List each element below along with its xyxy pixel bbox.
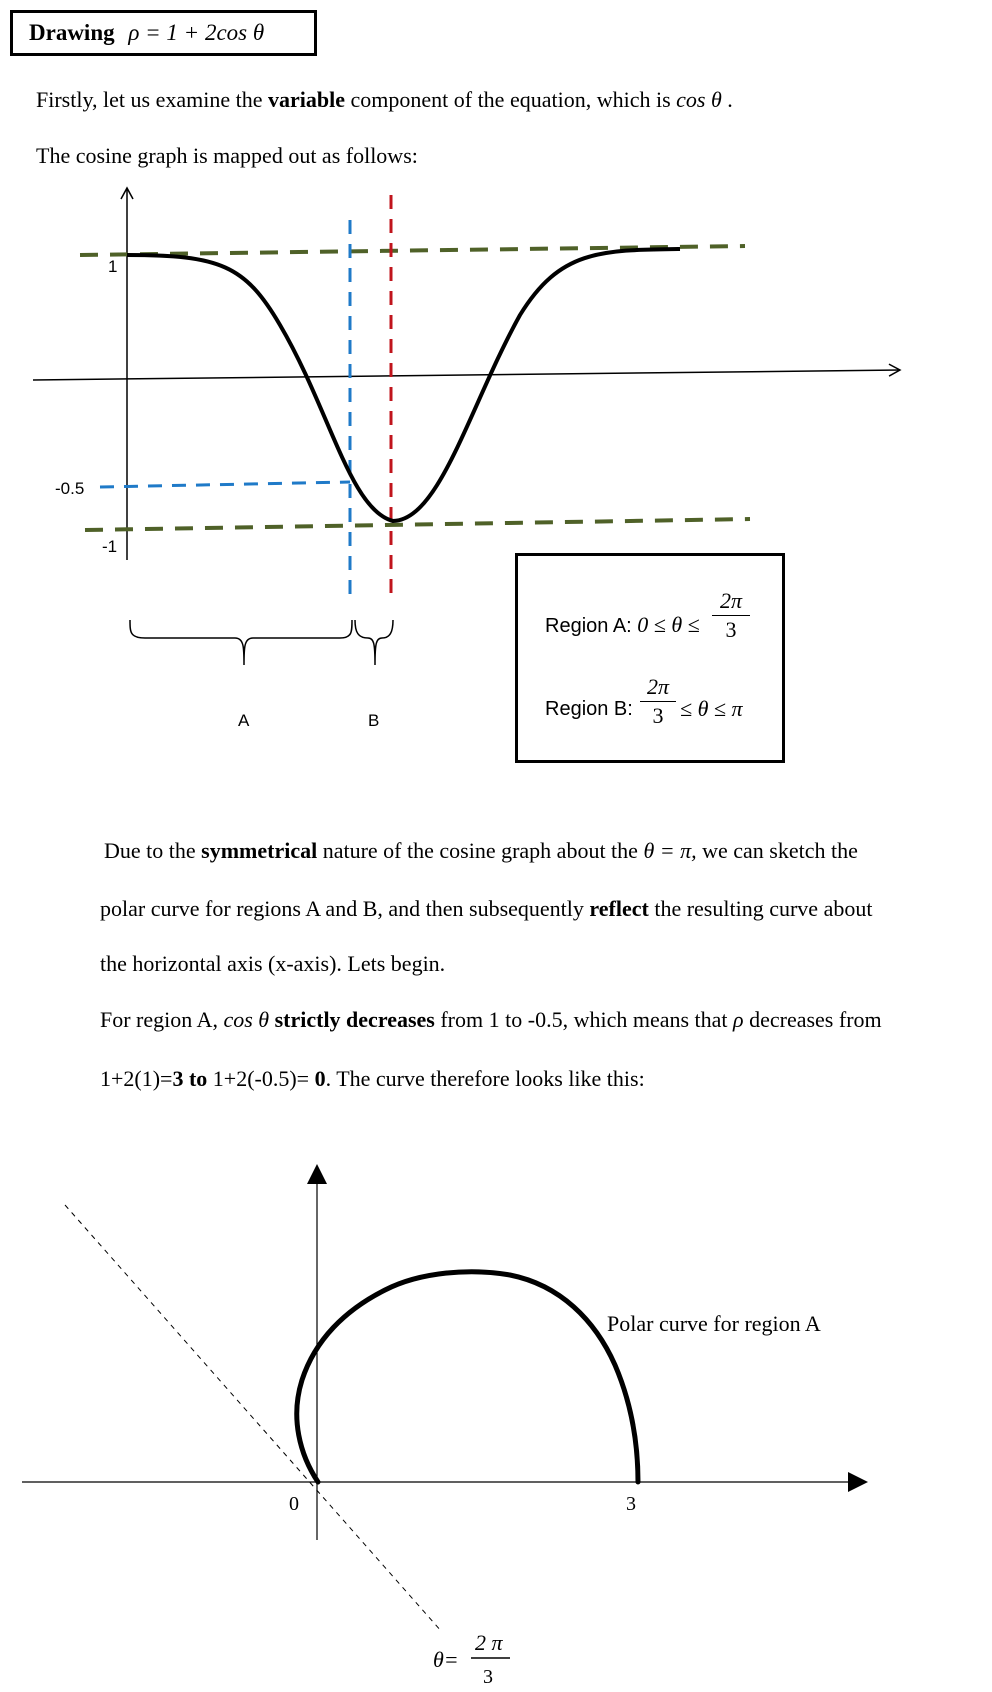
cosine-graph <box>0 180 992 760</box>
body-line-2 <box>100 896 872 922</box>
body-math-theta-pi: θ = π, <box>643 838 697 863</box>
region-a-line <box>545 612 700 638</box>
label-1: 1 <box>108 257 118 276</box>
fraction-denominator: 3 <box>725 617 737 642</box>
region-b-title: Region B: <box>545 698 633 720</box>
label-neg05: -0.5 <box>55 479 85 498</box>
guide-line-neg1 <box>85 519 750 530</box>
intro-text: Firstly, let us examine the <box>36 87 268 112</box>
theta-denominator: 3 <box>483 1666 493 1688</box>
body-bold-0: 0 <box>314 1066 326 1091</box>
body-bold-3: 3 <box>172 1066 184 1091</box>
title-box <box>10 10 317 56</box>
x-axis <box>33 370 900 380</box>
body-line-1 <box>104 838 858 864</box>
body-text: the resulting curve about <box>648 896 873 921</box>
region-b-condition: ≤ θ ≤ π <box>680 696 743 721</box>
body-bold-reflect: reflect <box>589 896 649 921</box>
body-text: from 1 to -0.5, which means that <box>434 1007 734 1032</box>
body-text: polar curve for regions A and B, and then subsequently <box>100 896 590 921</box>
cosine-curve <box>127 249 680 521</box>
body-text: For region A, <box>100 1007 224 1032</box>
region-a-condition: 0 ≤ θ ≤ <box>637 612 700 637</box>
body-bold-decreases: strictly decreases <box>269 1007 435 1032</box>
intro-line-2: The cosine graph is mapped out as follows: <box>36 143 418 168</box>
fraction-numerator: 2π <box>719 588 743 613</box>
body-line-3: the horizontal axis (x-axis). Lets begin. <box>100 951 446 976</box>
polar-y-arrow-icon <box>307 1164 327 1184</box>
blue-horizontal-line <box>100 482 350 487</box>
body-text: Due to the <box>104 838 202 863</box>
intro-end: . <box>721 87 733 112</box>
fraction-numerator: 2π <box>646 674 670 699</box>
body-line-5 <box>100 1066 645 1092</box>
region-b-label: B <box>368 711 380 730</box>
intro-bold-variable: variable <box>267 87 345 112</box>
intro-math-cos: cos θ <box>676 87 722 112</box>
body-text: 1+2(1)= <box>100 1066 173 1091</box>
body-math-cos: cos θ <box>223 1007 270 1032</box>
region-a-label: A <box>238 711 250 730</box>
label-neg1: -1 <box>102 537 118 556</box>
body-math-rho: ρ <box>733 1007 744 1032</box>
body-text: . The curve therefore looks like this: <box>325 1066 645 1091</box>
theta-lhs: θ= <box>433 1647 459 1672</box>
tick-3-label: 3 <box>626 1493 636 1515</box>
polar-x-arrow-icon <box>848 1472 868 1492</box>
body-bold-to: to <box>183 1066 208 1091</box>
region-box <box>515 553 785 763</box>
region-b-fraction <box>640 674 676 729</box>
polar-curve-region-a <box>297 1272 638 1482</box>
brace-region-b <box>355 620 393 665</box>
body-text: 1+2(-0.5)= <box>207 1066 315 1091</box>
region-a-title: Region A: <box>545 615 632 637</box>
region-a-fraction <box>712 588 750 643</box>
title-word: Drawing <box>29 20 115 45</box>
theta-numerator: 2 π <box>475 1630 503 1655</box>
intro-text-post: component of the equation, which is <box>344 87 677 112</box>
body-text: nature of the cosine graph about the <box>317 838 644 863</box>
body-text: we can sketch the <box>696 838 858 863</box>
theta-line <box>65 1205 442 1632</box>
body-line-4 <box>100 1007 882 1033</box>
fraction-denominator: 3 <box>652 703 664 728</box>
origin-label: 0 <box>289 1493 299 1515</box>
polar-graph <box>0 1150 992 1690</box>
title-equation: ρ = 1 + 2cos θ <box>128 20 265 45</box>
body-bold-symmetrical: symmetrical <box>201 838 318 863</box>
intro-line-1 <box>36 87 733 113</box>
body-text: decreases from <box>743 1007 882 1032</box>
polar-curve-label: Polar curve for region A <box>607 1311 821 1336</box>
brace-region-a <box>130 620 352 665</box>
